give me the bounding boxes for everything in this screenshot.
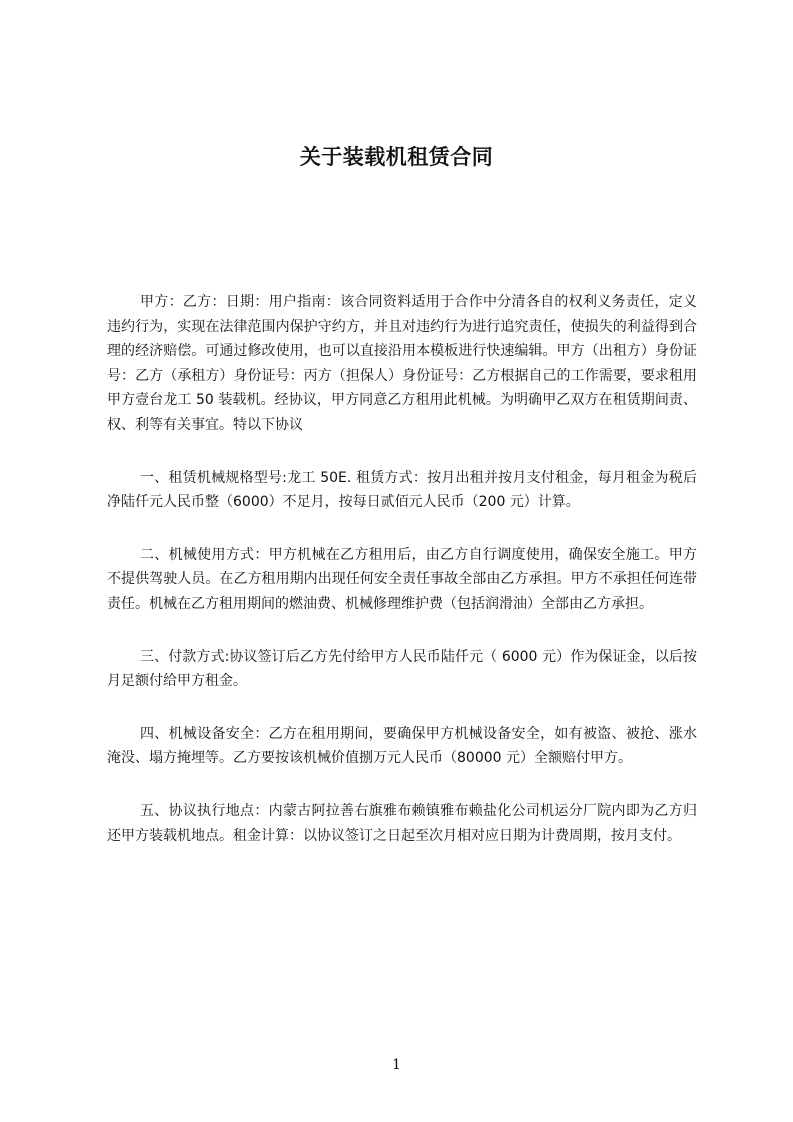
clause-2-paragraph: 二、机械使用方式：甲方机械在乙方租用后，由乙方自行调度使用，确保安全施工。甲方不提供驾驶人员。在乙方租用期内出现任何安全责任事故全部由乙方承担。甲方不承担任何连带责任。机械在乙方租用期间的燃油费、机械修理维护费（包括润滑油）全部由乙方承担。 xyxy=(107,546,697,612)
contract-body xyxy=(107,290,697,876)
clause-3-paragraph: 三、付款方式:协议签订后乙方先付给甲方人民币陆仟元（ 6000 元）作为保证金，以后按月足额付给甲方租金。 xyxy=(107,648,697,690)
intro-paragraph: 甲方：乙方：日期：用户指南：该合同资料适用于合作中分清各自的权利义务责任，定义违约行为，实现在法律范围内保护守约方，并且对违约行为进行追究责任，使损失的利益得到合理的经济赔偿。可通过修改使用，也可以直接沿用本模板进行快速编辑。甲方（出租方）身份证号：乙方（承租方）身份证号：丙方（担保人）身份证号：乙方根据自己的工作需要，要求租用甲方壹台龙工 50 装载机。经协议，甲方同意乙方租用此机械。为明确甲乙双方在租赁期间责、权、利等有关事宜。特以下协议 xyxy=(107,294,697,433)
page-title: 关于装载机租赁合同 xyxy=(299,145,494,169)
clause-1-paragraph: 一、租赁机械规格型号:龙工 50E. 租赁方式：按月出租并按月支付租金，每月租金为税后净陆仟元人民币整（6000）不足月，按每日贰佰元人民币（200 元）计算。 xyxy=(107,469,697,511)
clause-5-paragraph: 五、协议执行地点：内蒙古阿拉善右旗雅布赖镇雅布赖盐化公司机运分厂院内即为乙方归还甲方装载机地点。租金计算：以协议签订之日起至次月相对应日期为计费周期，按月支付。 xyxy=(107,802,697,844)
clause-4-paragraph: 四、机械设备安全：乙方在租用期间，要确保甲方机械设备安全，如有被盗、被抢、涨水淹没、塌方掩埋等。乙方要按该机械价值捌万元人民币（80000 元）全额赔付甲方。 xyxy=(107,725,697,767)
page-number: 1 xyxy=(392,1057,401,1073)
